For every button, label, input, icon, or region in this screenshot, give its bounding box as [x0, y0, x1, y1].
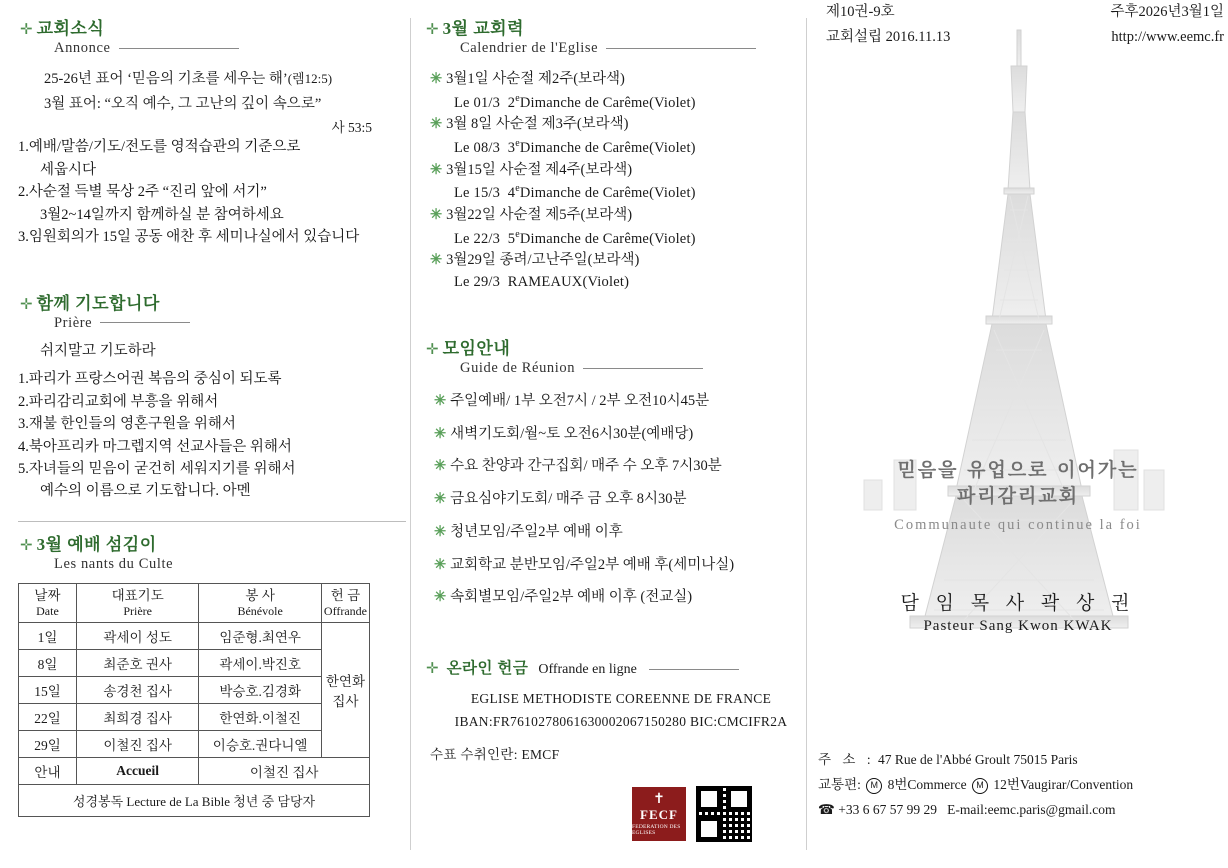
entry-date-fr: Le 08/3 — [454, 139, 501, 156]
address-value: 47 Rue de l'Abbé Groult 75015 Paris — [877, 752, 1078, 767]
heading-rule — [583, 368, 703, 369]
table-row — [19, 731, 370, 758]
meetings-heading — [424, 334, 812, 377]
fecf-logo-text: FECF — [640, 806, 678, 822]
table-row-lecture — [19, 785, 370, 817]
table-row — [19, 650, 370, 677]
transit-line-1: 8번Commerce — [887, 776, 967, 792]
meeting-text: 새벽기도회/월~토 오전6시30분(예배당) — [450, 425, 694, 442]
meeting-item — [424, 587, 812, 609]
offering-title-kr: 온라인 헌금 — [446, 660, 529, 678]
section-online-offering — [424, 656, 812, 767]
meeting-item — [424, 456, 812, 478]
prayer-item: 2.파리감리교회에 부흥을 위해서 — [18, 393, 219, 410]
header-fr: Date — [36, 604, 59, 619]
motto-1-text: 25-26년 표어 ‘믿음의 기초를 세우는 해’ — [44, 71, 288, 87]
phone-icon: ☎ — [818, 801, 835, 817]
cell-benevole: 이승호.권다니엘 — [199, 731, 322, 758]
cell-benevole: 한연화.이철진 — [199, 704, 322, 731]
star-icon: ✳ — [434, 491, 447, 508]
transit-row — [818, 773, 1226, 798]
news-item: 2.사순절 득별 묵상 2주 “진리 앞에 서기” — [18, 184, 267, 201]
section-divider — [18, 521, 406, 522]
meetings-title-kr: 모임안내 — [442, 338, 511, 358]
entry-date-fr: Le 15/3 — [454, 185, 501, 202]
table-row — [19, 623, 370, 650]
logo-group — [632, 786, 752, 842]
calendar-entry — [424, 205, 812, 227]
offering-heading — [424, 656, 812, 678]
cell-priere: 곽세이 성도 — [76, 623, 198, 650]
calendar-entry — [424, 114, 812, 136]
entry-date-fr: Le 22/3 — [454, 230, 501, 247]
col-header-date — [19, 583, 77, 623]
cell-date: 29일 — [19, 731, 77, 758]
email-address[interactable]: E-mail:eemc.paris@gmail.com — [947, 801, 1116, 817]
issue-date: 주후2026년3월1일 — [1110, 4, 1224, 20]
motto-line-1 — [18, 67, 406, 92]
church-brand — [848, 458, 1188, 534]
entry-kr: 3월1일 사순절 제2주(보라색) — [446, 71, 625, 87]
transit-label: 교통편: — [818, 776, 861, 792]
calendar-heading — [424, 14, 812, 57]
eiffel-tower-watermark — [814, 20, 1228, 640]
cell-date: 8일 — [19, 650, 77, 677]
cell-benevole: 임준형.최연우 — [199, 623, 322, 650]
entry-date-fr: Le 01/3 — [454, 94, 501, 111]
meeting-text: 청년모임/주일2부 예배 이후 — [450, 523, 623, 540]
cheque-note: 수표 수취인란: EMCF — [430, 746, 560, 762]
prayer-item: 3.재불 한인들의 영혼구원을 위해서 — [18, 416, 236, 433]
motto-1-ref: (렘12:5) — [287, 71, 333, 86]
star-icon: ✳ — [434, 425, 447, 442]
entry-sup: e — [515, 228, 520, 240]
cell-lecture: 성경봉독 Lecture de La Bible 청년 중 담당자 — [19, 785, 370, 817]
address-row — [818, 748, 1226, 773]
entry-ord: 2 — [507, 94, 516, 111]
prayer-title-kr: 함께 기도합니다 — [36, 293, 160, 313]
transit-line-2: 12번Vaugirar/Convention — [993, 776, 1134, 792]
header-kr: 봉 사 — [245, 587, 275, 603]
table-row-accueil — [19, 758, 370, 785]
meeting-text: 속회별모임/주일2부 예배 이후 (전교실) — [450, 589, 693, 606]
entry-date-fr: Le 29/3 — [454, 274, 501, 291]
masthead-left — [826, 0, 950, 49]
pastor-name-fr: Pasteur Sang Kwon KWAK — [923, 618, 1113, 634]
section-meetings — [424, 334, 812, 609]
meeting-item — [424, 424, 812, 446]
meeting-text: 교회학교 분반모임/주일2부 예배 후(세미나실) — [450, 556, 735, 573]
offering-title-fr: Offrande en ligne — [538, 662, 637, 678]
entry-sup: e — [515, 183, 520, 195]
masthead — [814, 0, 1228, 46]
prayer-item: 5.자녀들의 믿음이 굳건히 세워지기를 위해서 — [18, 460, 296, 477]
culte-heading — [18, 530, 406, 573]
calendar-entry-fr — [424, 227, 812, 251]
calendar-title-fr: Calendrier de l'Eglise — [460, 40, 599, 56]
cell-benevole: 곽세이.박진호 — [199, 650, 322, 677]
heading-rule — [119, 48, 239, 49]
table-row — [19, 677, 370, 704]
section-prayer — [18, 289, 406, 503]
meeting-text: 주일예배/ 1부 오전7시 / 2부 오전10시45분 — [450, 392, 710, 409]
col-header-benevole — [199, 583, 322, 623]
news-item: 세웁시다 — [40, 161, 97, 178]
star-icon: ✳ — [430, 71, 443, 87]
column-right — [814, 0, 1228, 46]
section-calendar — [424, 14, 812, 294]
cell-date: 22일 — [19, 704, 77, 731]
header-fr: Offrande — [323, 604, 367, 619]
news-title-fr: Annonce — [54, 40, 111, 56]
entry-sup: e — [515, 138, 520, 150]
entry-kr: 3월29일 종려/고난주일(보라색) — [446, 252, 640, 269]
cell-priere: 최준호 권사 — [76, 650, 198, 677]
calendar-entry-fr — [424, 272, 812, 294]
cross-icon: ✛ — [20, 22, 33, 38]
entry-kr: 3월22일 사순절 제5주(보라색) — [446, 206, 633, 223]
volume-number: 제10권-9호 — [826, 4, 895, 20]
heading-rule — [606, 48, 756, 49]
prayer-title-fr: Prière — [54, 314, 93, 331]
cell-date: 1일 — [19, 623, 77, 650]
prayer-lead: 쉬지말고 기도하라 — [40, 342, 156, 359]
heading-rule — [649, 669, 739, 670]
column-divider-1 — [410, 18, 411, 850]
header-fr: Prière — [123, 604, 152, 619]
masthead-right — [1110, 0, 1224, 49]
meeting-item — [424, 555, 812, 577]
calendar-entry-fr — [424, 181, 812, 205]
cross-icon: ✝ — [653, 792, 665, 808]
fecf-logo — [632, 787, 686, 841]
star-icon: ✳ — [430, 116, 443, 133]
entry-rest: RAMEAUX(Violet) — [507, 274, 630, 291]
cell-priere: 최희경 집사 — [76, 704, 198, 731]
calendar-entry-fr — [424, 91, 812, 115]
cell-accueil-label: 안내 — [19, 758, 77, 785]
calendar-entry — [424, 160, 812, 182]
motto-2-ref: 사 53:5 — [331, 120, 372, 136]
header-kr: 헌 금 — [330, 587, 361, 603]
header-kr: 대표기도 — [111, 587, 164, 603]
meeting-text: 수요 찬양과 간구집회/ 매주 수 오후 7시30분 — [450, 458, 722, 475]
motto-line-2: 3월 표어: “오직 예수, 그 고난의 깊이 속으로” — [44, 95, 322, 112]
col-header-priere — [76, 583, 198, 623]
heading-rule — [100, 322, 190, 323]
culte-table — [18, 583, 370, 818]
prayer-item: 4.북아프리카 마그렙지역 선교사들은 위해서 — [18, 438, 292, 455]
cell-priere: 송경천 집사 — [76, 677, 198, 704]
bank-iban: IBAN:FR7610278061630002067150280 BIC:CMCIFR2A — [454, 714, 788, 729]
entry-ord: 5 — [507, 230, 516, 247]
prayer-item: 1.파리가 프랑스어권 복음의 중심이 되도록 — [18, 371, 282, 388]
entry-ord: 3 — [507, 139, 516, 156]
cross-icon: ✛ — [426, 661, 439, 678]
culte-title-kr: 3월 예배 섬김이 — [36, 534, 157, 554]
header-fr: Bénévole — [237, 604, 283, 619]
cross-icon: ✛ — [20, 296, 33, 313]
cell-accueil-name: 이철진 집사 — [199, 758, 370, 785]
entry-kr: 3월 8일 사순절 제3주(보라색) — [446, 116, 629, 133]
table-header-row — [19, 583, 370, 623]
founded-date: 교회설립 2016.11.13 — [826, 28, 951, 45]
star-icon: ✳ — [434, 458, 447, 475]
cross-icon: ✛ — [426, 22, 439, 38]
meeting-text: 금요심야기도회/ 매주 금 오후 8시30분 — [450, 491, 687, 508]
brand-slogan-kr: 믿음을 유업으로 이어가는 파리감리교회 — [897, 459, 1139, 507]
cross-icon: ✛ — [20, 537, 33, 554]
news-item: 1.예배/말씀/기도/전도를 영적습관의 기준으로 — [18, 139, 301, 156]
column-left — [18, 0, 406, 817]
meeting-item — [424, 489, 812, 511]
cell-benevole: 박승호.김경화 — [199, 677, 322, 704]
table-row — [19, 704, 370, 731]
star-icon: ✳ — [434, 589, 447, 606]
pastor-name-kr: 담 임 목 사 곽 상 권 — [900, 593, 1136, 614]
brand-slogan-fr: Communaute qui continue la foi — [894, 517, 1142, 534]
offrande-name: 한연화 집사 — [325, 674, 366, 710]
eiffel-tower-graphic — [814, 20, 1228, 640]
star-icon: ✳ — [434, 392, 447, 409]
news-item: 3월2~14일까지 함께하실 분 참여하세요 — [40, 206, 284, 223]
calendar-entry — [424, 69, 812, 91]
qr-code-icon[interactable] — [696, 786, 752, 842]
cell-date: 15일 — [19, 677, 77, 704]
contact-block — [818, 748, 1226, 823]
news-title-kr: 교회소식 — [36, 19, 105, 38]
address-label: 주 소 : — [818, 752, 875, 767]
meeting-item — [424, 391, 812, 413]
entry-rest: Dimanche de Carême(Violet) — [519, 139, 696, 156]
prayer-heading — [18, 289, 406, 332]
phone-number: +33 6 67 57 99 29 — [838, 801, 937, 817]
bank-name: EGLISE METHODISTE COREENNE DE FRANCE — [470, 691, 772, 707]
news-heading — [18, 14, 406, 57]
entry-rest: Dimanche de Carême(Violet) — [519, 230, 696, 247]
star-icon: ✳ — [430, 252, 443, 269]
col-header-offrande — [321, 583, 369, 623]
section-church-news — [18, 14, 406, 249]
metro-icon: M — [866, 778, 882, 794]
culte-title-fr: Les nants du Culte — [54, 555, 174, 572]
entry-ord: 4 — [507, 185, 516, 202]
meetings-title-fr: Guide de Réunion — [460, 359, 576, 376]
prayer-closing: 예수의 이름으로 기도합니다. 아멘 — [40, 483, 251, 500]
metro-icon: M — [972, 778, 988, 794]
entry-kr: 3월15일 사순절 제4주(보라색) — [446, 161, 633, 178]
fecf-logo-subtext: FEDERATION DES EGLISES — [632, 823, 681, 836]
star-icon: ✳ — [434, 523, 447, 540]
entry-sup: e — [515, 92, 520, 104]
pastor-block — [848, 588, 1188, 635]
meeting-item — [424, 522, 812, 544]
cell-accueil-fr: Accueil — [76, 758, 198, 785]
calendar-title-kr: 3월 교회력 — [442, 19, 525, 38]
calendar-entry — [424, 250, 812, 272]
phone-email-row — [818, 798, 1226, 823]
calendar-entry-fr — [424, 136, 812, 160]
section-culte-servants — [18, 530, 406, 818]
star-icon: ✳ — [430, 161, 443, 178]
star-icon: ✳ — [434, 556, 447, 573]
website-url[interactable]: http://www.eemc.fr — [1111, 28, 1224, 45]
cell-offrande — [321, 623, 369, 758]
entry-rest: Dimanche de Carême(Violet) — [519, 94, 696, 111]
news-item: 3.임원회의가 15일 공동 애찬 후 세미나실에서 있습니다 — [18, 229, 360, 246]
entry-rest: Dimanche de Carême(Violet) — [519, 185, 696, 202]
column-middle — [424, 0, 812, 767]
star-icon: ✳ — [430, 206, 443, 223]
cross-icon: ✛ — [426, 341, 439, 358]
header-kr: 날짜 — [34, 587, 61, 603]
cell-priere: 이철진 집사 — [76, 731, 198, 758]
